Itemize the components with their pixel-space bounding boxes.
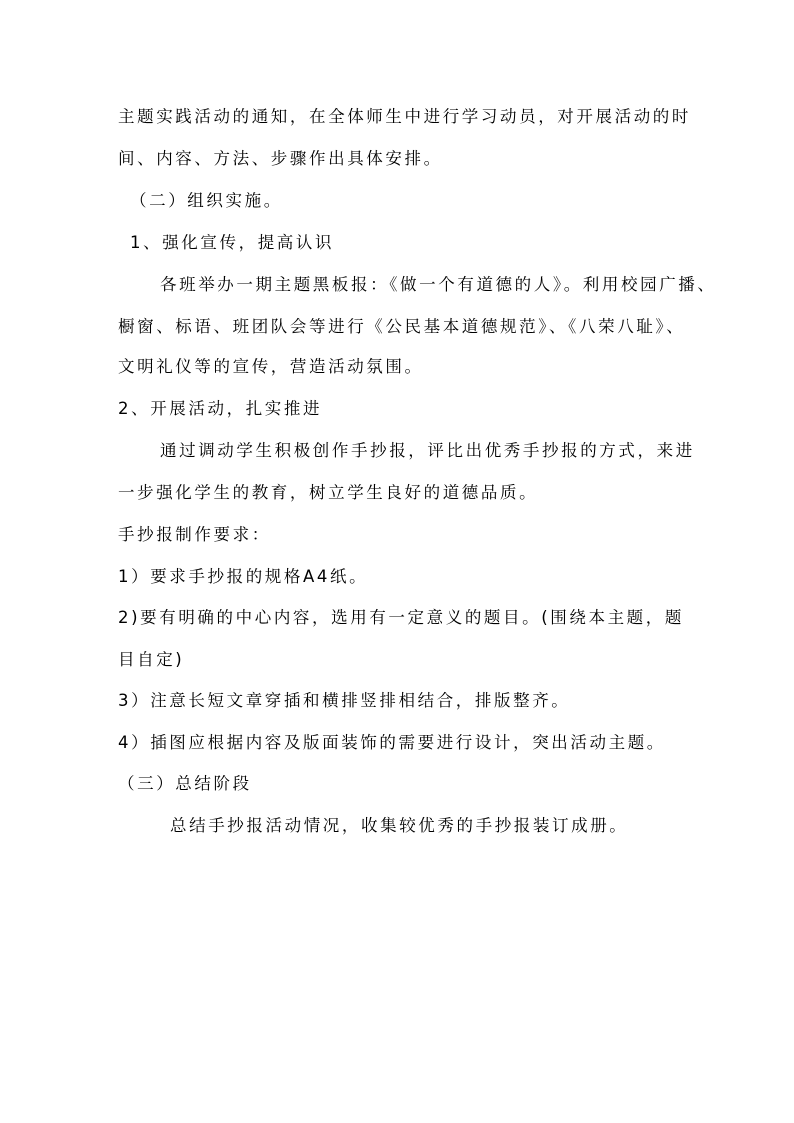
paragraph-line: 文明礼仪等的宣传，营造活动氛围。 (118, 357, 424, 376)
list-item: 3）注意长短文章穿插和横排竖排相结合，排版整齐。 (118, 691, 571, 710)
list-item-continuation: 目自定) (118, 650, 185, 669)
subsection-heading: 1、强化宣传，提高认识 (130, 233, 335, 252)
paragraph-line: 主题实践活动的通知，在全体师生中进行学习动员，对开展活动的时 (118, 107, 691, 126)
section-heading: （二）组织实施。 (130, 191, 283, 210)
paragraph-line: 一步强化学生的教育，树立学生良好的道德品质。 (118, 483, 539, 502)
list-heading: 手抄报制作要求： (118, 525, 271, 544)
subsection-heading: 2、开展活动，扎实推进 (118, 399, 323, 418)
list-item: 2)要有明确的中心内容，选用有一定意义的题目。(围绕本主题，题 (118, 608, 684, 627)
paragraph-line: 通过调动学生积极创作手抄报，评比出优秀手抄报的方式，来进 (160, 441, 695, 460)
section-heading: （三）总结阶段 (118, 774, 252, 793)
list-item: 1）要求手抄报的规格A4纸。 (118, 567, 369, 586)
paragraph-line: 各班举办一期主题黑板报：《做一个有道德的人》。利用校园广播、 (160, 275, 717, 294)
paragraph-line: 间、内容、方法、步骤作出具体安排。 (118, 149, 443, 168)
list-item: 4）插图应根据内容及版面装饰的需要进行设计，突出活动主题。 (118, 733, 666, 752)
paragraph-line: 总结手抄报活动情况，收集较优秀的手抄报装订成册。 (170, 816, 629, 835)
paragraph-line: 橱窗、标语、班团队会等进行《公民基本道德规范》、《八荣八耻》、 (118, 317, 686, 336)
